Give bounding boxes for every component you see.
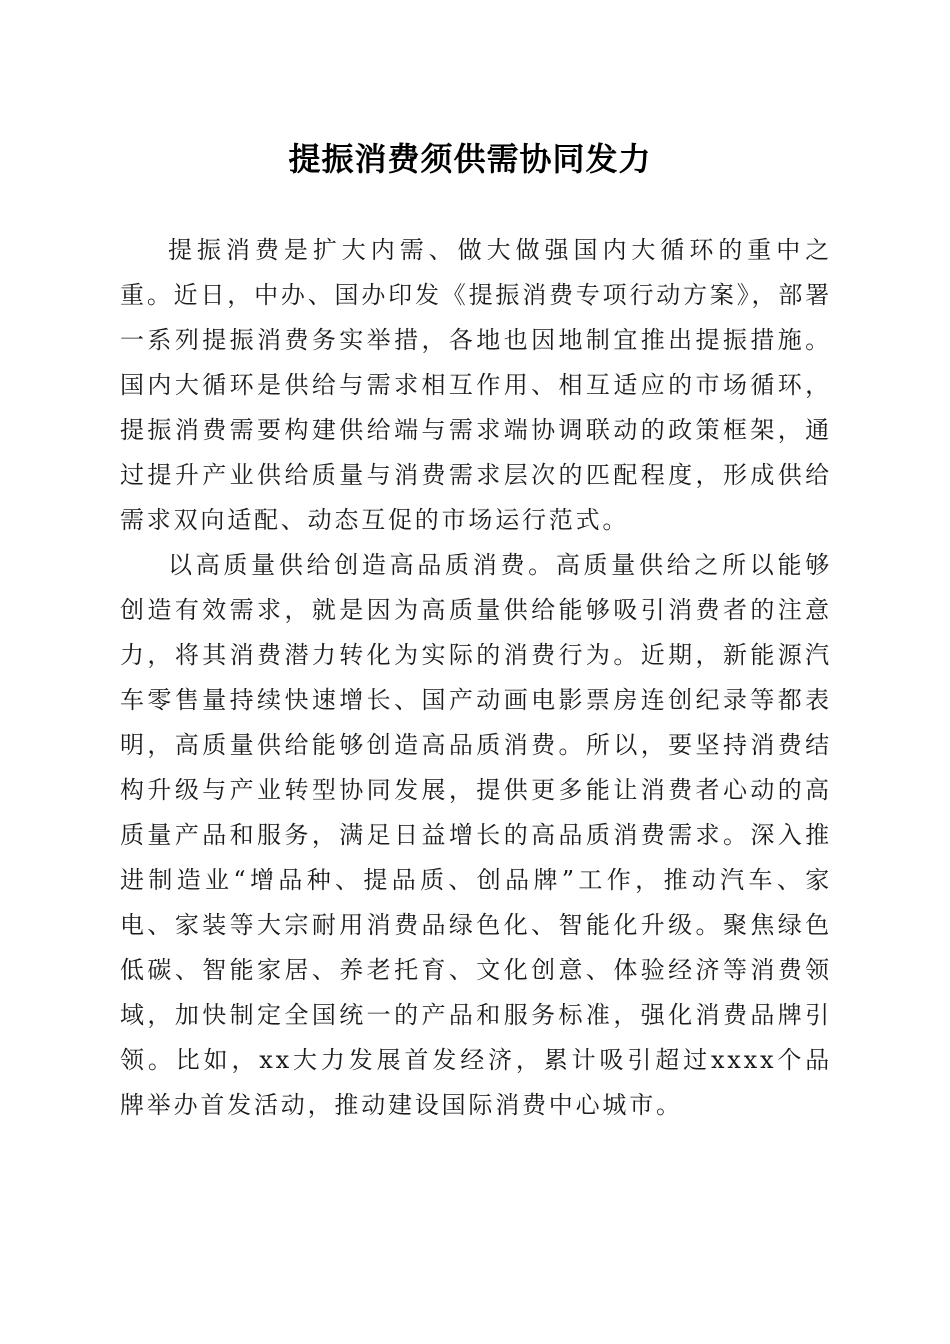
paragraph-2: 以高质量供给创造高品质消费。高质量供给之所以能够创造有效需求，就是因为高质量供给能够吸引消费者的注意力，将其消费潜力转化为实际的消费行为。近期，新能源汽车零售量持续快速增长、国产动画电影票房连创纪录等都表明，高质量供给能够创造高品质消费。所以，要坚持消费结构升级与产业转型协同发展，提供更多能让消费者心动的高质量产品和服务，满足日益增长的高品质消费需求。深入推进制造业“增品种、提品质、创品牌”工作，推动汽车、家电、家装等大宗耐用消费品绿色化、智能化升级。聚焦绿色低碳、智能家居、养老托育、文化创意、体验经济等消费领域，加快制定全国统一的产品和服务标准，强化消费品牌引领。比如，xx大力发展首发经济，累计吸引超过xxxx个品牌举办首发活动，推动建设国际消费中心城市。 [120, 551, 832, 1119]
document-title: 提振消费须供需协同发力 [288, 140, 652, 178]
paragraph-1: 提振消费是扩大内需、做大做强国内大循环的重中之重。近日，中办、国办印发《提振消费专项行动方案》，部署一系列提振消费务实举措，各地也因地制宜推出提振措施。国内大循环是供给与需求相互作用、相互适应的市场循环，提振消费需要构建供给端与需求端协调联动的政策框架，通过提升产业供给质量与消费需求层次的匹配程度，形成供给需求双向适配、动态互促的市场运行范式。 [120, 236, 832, 534]
document-body [120, 228, 832, 1128]
